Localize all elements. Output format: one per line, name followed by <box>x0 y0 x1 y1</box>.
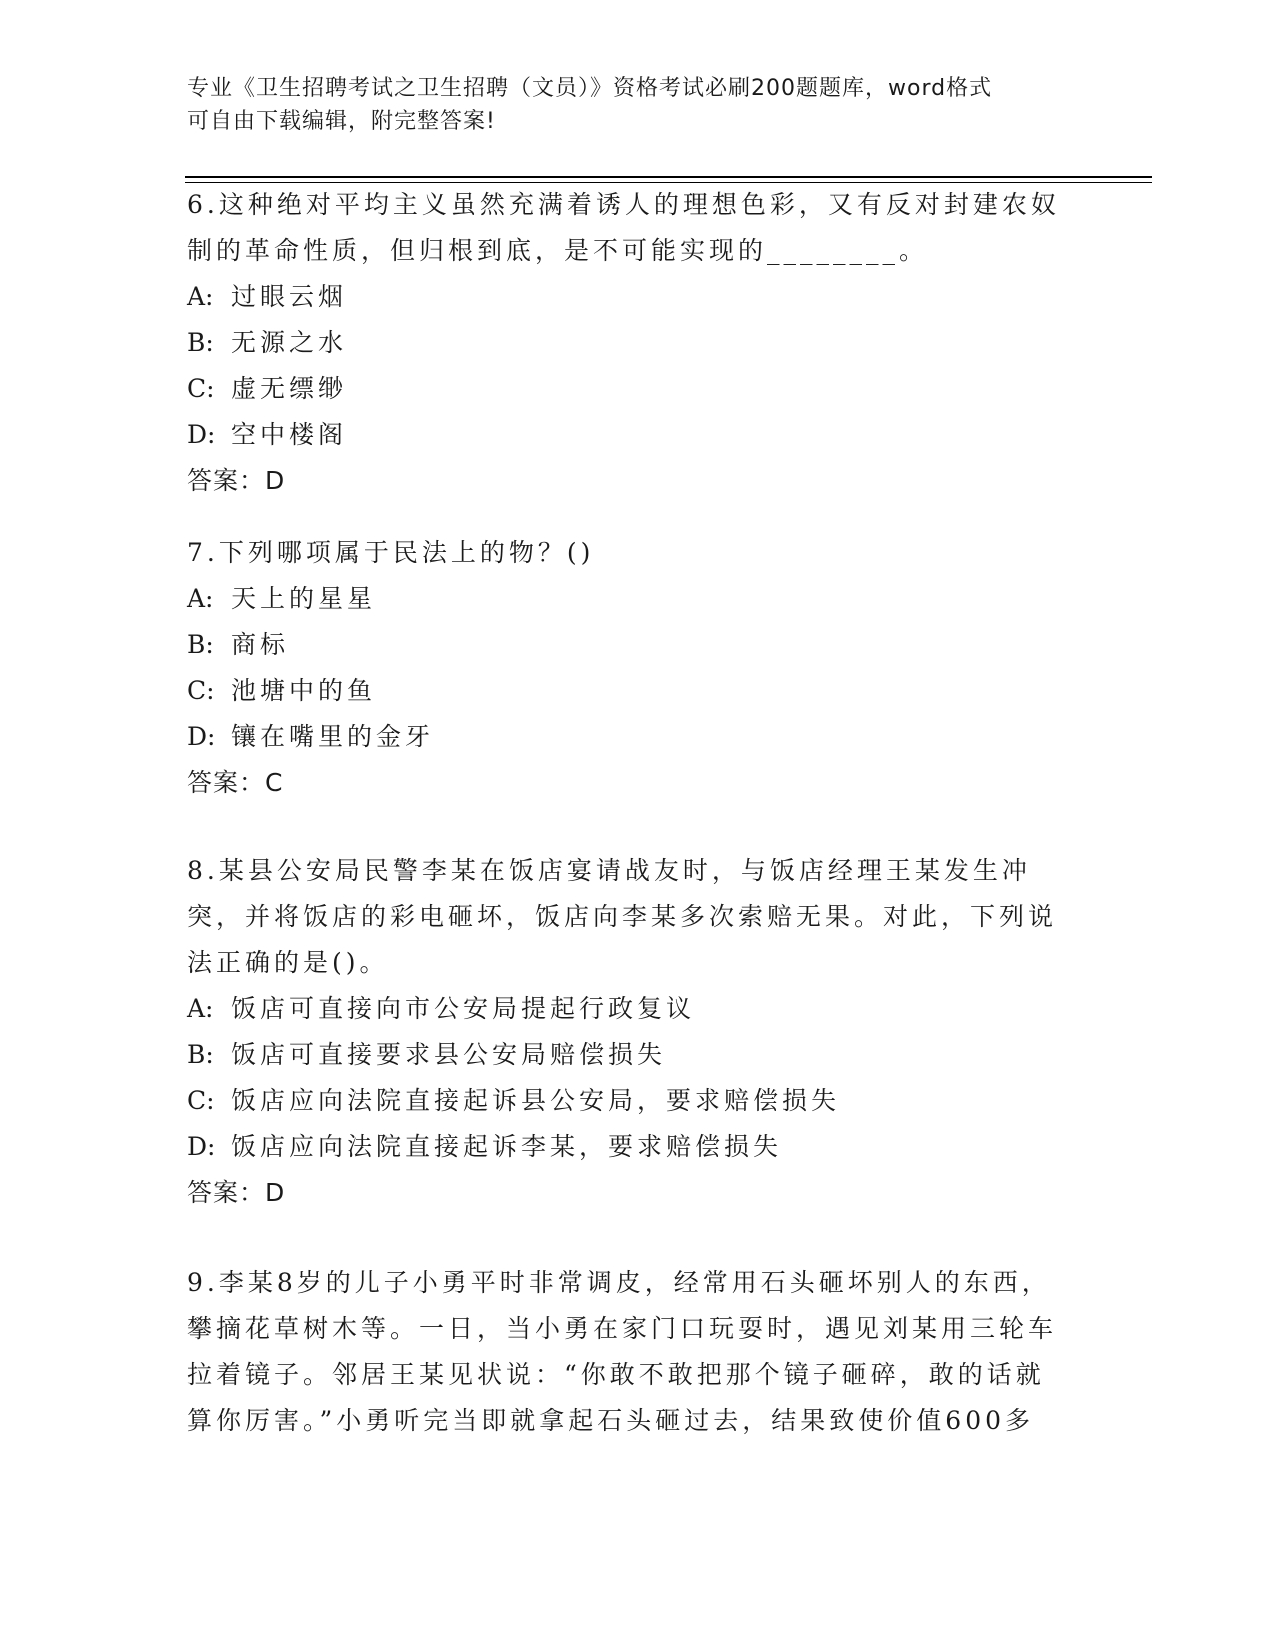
header-line-2: 可自由下载编辑，附完整答案! <box>187 109 496 134</box>
answer: 答案：D <box>187 466 286 495</box>
option-a: A: 过眼云烟 <box>187 282 348 311</box>
option-b: B: 无源之水 <box>187 328 348 357</box>
question-6 <box>187 182 1067 504</box>
option-d: D: 空中楼阁 <box>187 420 348 449</box>
answer: 答案：D <box>187 1178 286 1207</box>
question-stem: 7.下列哪项属于民法上的物？() <box>187 538 595 567</box>
option-d: D: 饭店应向法院直接起诉李某，要求赔偿损失 <box>187 1132 783 1161</box>
option-c: C: 饭店应向法院直接起诉县公安局，要求赔偿损失 <box>187 1086 841 1115</box>
question-stem: 9.李某8岁的儿子小勇平时非常调皮，经常用石头砸坏别人的东西，攀摘花草树木等。一日，当小勇在家门口玩耍时，遇见刘某用三轮车拉着镜子。邻居王某见状说：“你敢不敢把那个镜子砸碎，敢的话就算你厉害。”小勇听完当即就拿起石头砸过去，结果致使价值600多 <box>187 1268 1058 1435</box>
option-a: A: 天上的星星 <box>187 584 377 613</box>
question-stem: 6.这种绝对平均主义虽然充满着诱人的理想色彩，又有反对封建农奴制的革命性质，但归根到底，是不可能实现的________。 <box>187 190 1060 265</box>
option-a: A: 饭店可直接向市公安局提起行政复议 <box>187 994 696 1023</box>
answer: 答案：C <box>187 768 284 797</box>
header-divider-thick <box>185 176 1152 178</box>
question-9 <box>187 1260 1067 1444</box>
option-c: C: 池塘中的鱼 <box>187 676 377 705</box>
question-7 <box>187 530 1067 806</box>
question-stem: 8.某县公安局民警李某在饭店宴请战友时，与饭店经理王某发生冲突，并将饭店的彩电砸坏，饭店向李某多次索赔无果。对此，下列说法正确的是()。 <box>187 856 1058 977</box>
question-8 <box>187 848 1067 1216</box>
option-c: C: 虚无缥缈 <box>187 374 348 403</box>
option-d: D: 镶在嘴里的金牙 <box>187 722 435 751</box>
document-header <box>187 72 1087 138</box>
option-b: B: 商标 <box>187 630 290 659</box>
option-b: B: 饭店可直接要求县公安局赔偿损失 <box>187 1040 667 1069</box>
header-line-1: 专业《卫生招聘考试之卫生招聘（文员）》资格考试必刷200题题库，word格式 <box>187 76 993 101</box>
